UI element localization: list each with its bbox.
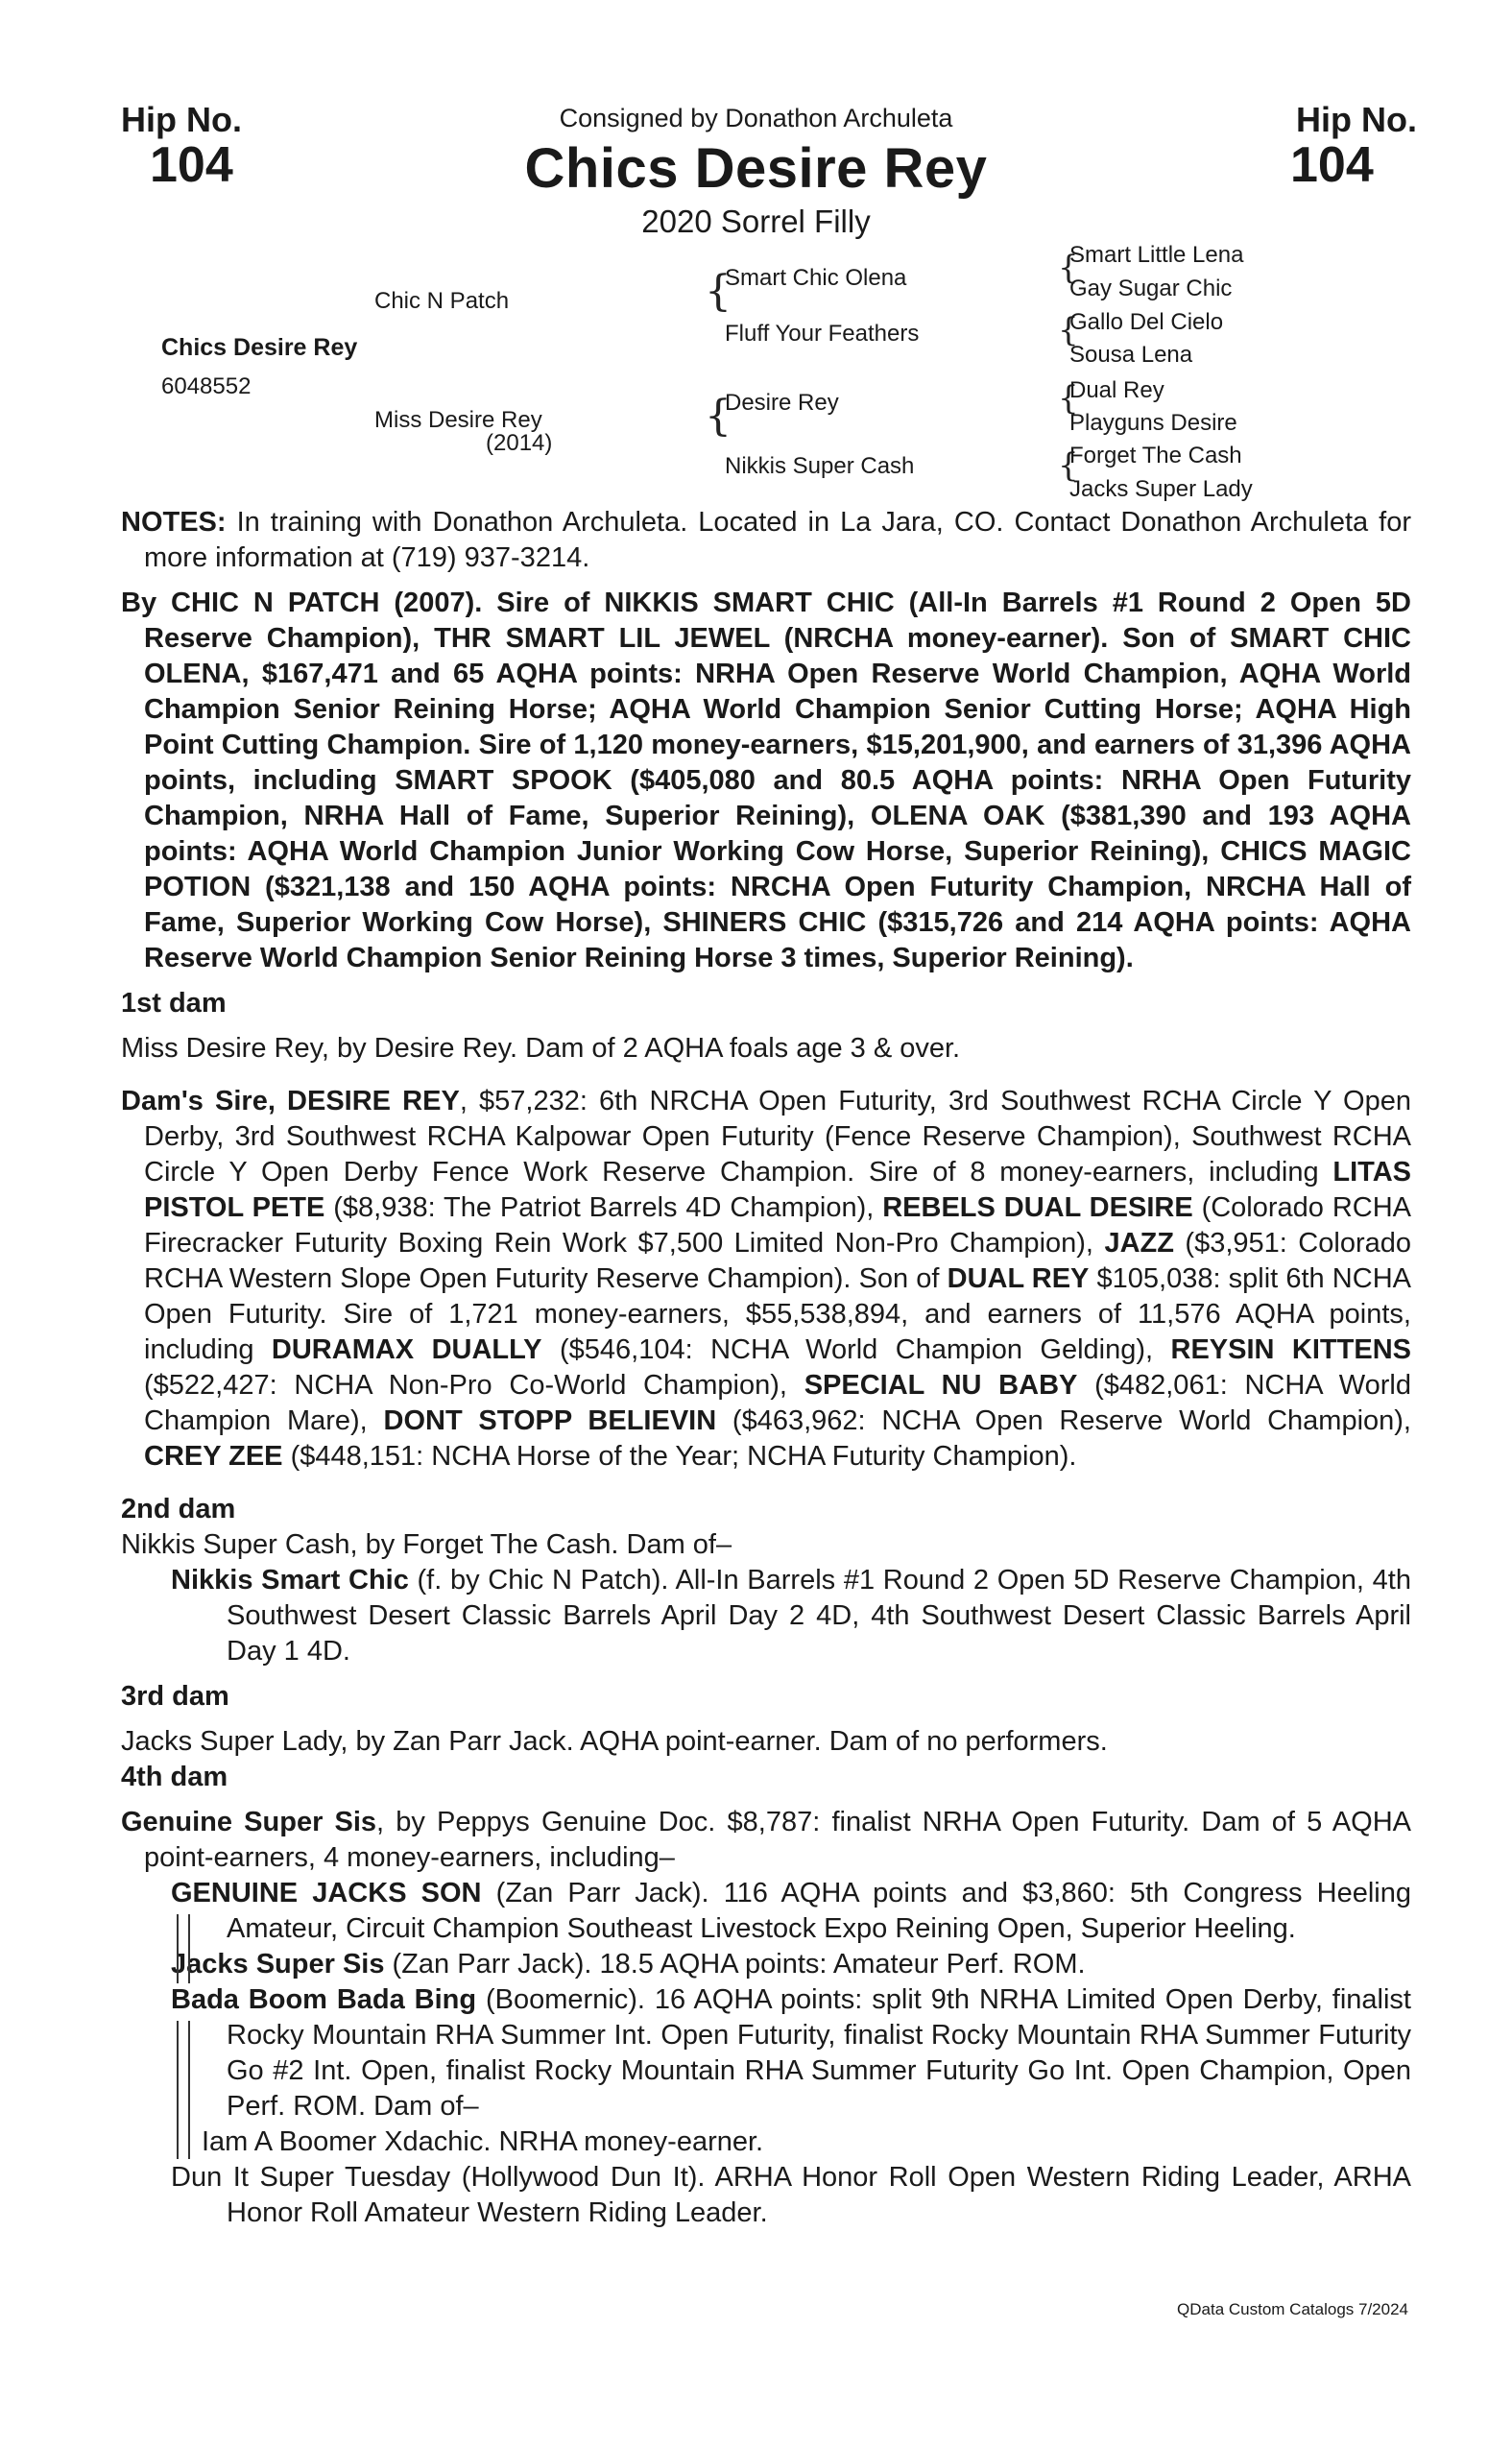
- notes-label: NOTES:: [121, 507, 227, 538]
- second-dam-offspring: Nikkis Smart Chic (f. by Chic N Patch). All-In Barrels #1 Round 2 Open 5D Reserve Champion, 4th Southwest Desert Classic Barrels April Day 2 4D, 4th Southwest Desert Classic Barrels April Day 1 4D.: [171, 1565, 1411, 1667]
- pedigree-sire: Chic N Patch: [374, 288, 510, 314]
- hip-label-right: Hip No.: [1296, 100, 1417, 139]
- fourth-dam-heading: 4th dam: [121, 1762, 228, 1792]
- notes-text: In training with Donathon Archuleta. Located in La Jara, CO. Contact Donathon Archuleta for more information at (719) 937-3214.: [144, 507, 1411, 573]
- consigned-by: Consigned by Donathon Archuleta: [559, 104, 953, 132]
- hip-label-left: Hip No.: [121, 100, 242, 139]
- offspring-special-nu-baby: SPECIAL NU BABY: [804, 1370, 1078, 1401]
- offspring-crey-zee: CREY ZEE: [144, 1441, 283, 1472]
- pedigree-registration: 6048552: [161, 373, 252, 399]
- offspring-rebels-dual-desire: REBELS DUAL DESIRE: [882, 1192, 1193, 1223]
- offspring-jazz: JAZZ: [1104, 1228, 1174, 1259]
- brace-dam: {: [705, 392, 732, 441]
- brace-ggs-4: {: [1058, 446, 1079, 485]
- sire-dual-rey: DUAL REY: [947, 1263, 1090, 1294]
- brace-ggs-1: {: [1058, 249, 1079, 287]
- footer-credit: QData Custom Catalogs 7/2024: [1177, 2300, 1408, 2318]
- fourth-dam-offspring-1: GENUINE JACKS SON (Zan Parr Jack). 116 AQHA points and $3,860: 5th Congress Heeling Amateur, Circuit Champion Southeast Livestock Expo Reining Open, Superior Heeling.: [121, 1876, 1411, 1947]
- pedigree-ggs-5: Dual Rey: [1069, 377, 1164, 403]
- pedigree-ggs-1: Smart Little Lena: [1069, 242, 1244, 268]
- fourth-dam-offspring-3: Bada Boom Bada Bing (Boomernic). 16 AQHA points: split 9th NRHA Limited Open Derby, finalist Rocky Mountain RHA Summer Int. Open Futurity, finalist Rocky Mountain RHA Summer Futurity Go #2 Int. Open, finalist Rocky Mountain RHA Summer Futurity Go Int. Open Champion, Open Perf. ROM. Dam of– Iam A Boomer Xdachic. NRHA money-earner.: [121, 1982, 1411, 2160]
- dams-sire-paragraph: Dam's Sire, DESIRE REY, $57,232: 6th NRCHA Open Futurity, 3rd Southwest RCHA Circle Y Open Derby, 3rd Southwest RCHA Kalpowar Open Futurity (Fence Reserve Champion), Southwest RCHA Circle Y Open Derby Fence Work Reserve Champion. Sire of 8 money-earners, including LITAS PISTOL PETE ($8,938: The Patriot Barrels 4D Champion), REBELS DUAL DESIRE (Colorado RCHA Firecracker Futurity Boxing Rein Work $7,500 Limited Non-Pro Champion), JAZZ ($3,951: Colorado RCHA Western Slope Open Futurity Reserve Champion). Son of DUAL REY $105,038: split 6th NCHA Open Futurity. Sire of 1,721 money-earners, $55,538,894, and earners of 11,576 AQHA points, including DURAMAX DUALLY ($546,104: NCHA World Champion Gelding), REYSIN KITTENS ($522,427: NCHA Non-Pro Co-World Champion), SPECIAL NU BABY ($482,061: NCHA World Champion Mare), DONT STOPP BELIEVIN ($463,962: NCHA Open Reserve World Champion), CREY ZEE ($448,151: NCHA Horse of the Year; NCHA Futurity Champion).: [121, 1086, 1412, 1472]
- third-dam-text: Jacks Super Lady, by Zan Parr Jack. AQHA point-earner. Dam of no performers.: [121, 1726, 1108, 1757]
- brace-ggs-3: {: [1058, 379, 1079, 418]
- pedigree-sire-sire: Smart Chic Olena: [725, 265, 907, 291]
- pedigree-dam-dam: Nikkis Super Cash: [725, 453, 915, 479]
- sire-paragraph: By CHIC N PATCH (2007). Sire of NIKKIS SMART CHIC (All-In Barrels #1 Round 2 Open 5D Reserve Champion), THR SMART LIL JEWEL (NRCHA money-earner). Son of SMART CHIC OLENA, $167,471 and 65 AQHA points: NRHA Open Reserve World Champion, AQHA World Champion Senior Reining Horse; AQHA World Champion Senior Cutting Horse; AQHA High Point Cutting Champion. Sire of 1,120 money-earners, $15,201,900, and earners of 31,396 AQHA points, including SMART SPOOK ($405,080 and 80.5 AQHA points: NRHA Open Futurity Champion, NRHA Hall of Fame, Superior Reining), OLENA OAK ($381,390 and 193 AQHA points: AQHA World Champion Junior Working Cow Horse, Superior Reining), CHICS MAGIC POTION ($321,138 and 150 AQHA points: NRCHA Open Futurity Champion, NRCHA Hall of Fame, Superior Working Cow Horse), SHINERS CHIC ($315,726 and 214 AQHA points: AQHA Reserve World Champion Senior Reining Horse 3 times, Superior Reining).: [121, 588, 1411, 973]
- pedigree-ggs-3: Gallo Del Cielo: [1069, 309, 1224, 335]
- pedigree-ggs-7: Forget The Cash: [1069, 443, 1242, 468]
- pedigree-dam: Miss Desire Rey: [374, 407, 542, 433]
- pedigree-ggs-6: Playguns Desire: [1069, 410, 1237, 436]
- hip-number-right: 104: [1290, 137, 1374, 193]
- first-dam-heading: 1st dam: [121, 988, 227, 1019]
- brace-sire: {: [705, 267, 732, 316]
- dams-sire-lead: Dam's Sire, DESIRE REY: [121, 1086, 460, 1116]
- notes-paragraph: [121, 505, 1411, 576]
- catalog-body: [121, 505, 1411, 2231]
- offspring-reysin-kittens: REYSIN KITTENS: [1170, 1334, 1411, 1365]
- offspring-litas-pistol-pete: LITAS PISTOL PETE: [144, 1157, 1411, 1223]
- fourth-dam-text: Genuine Super Sis, by Peppys Genuine Doc. $8,787: finalist NRHA Open Futurity. Dam of 5 AQHA point-earners, 4 money-earners, including–: [121, 1807, 1411, 1873]
- horse-description: 2020 Sorrel Filly: [641, 204, 871, 239]
- pedigree-dam-sire: Desire Rey: [725, 390, 839, 416]
- offspring-duramax-dually: DURAMAX DUALLY: [271, 1334, 542, 1365]
- grand-offspring: Iam A Boomer Xdachic. NRHA money-earner.: [202, 2126, 764, 2157]
- pedigree-ggs-8: Jacks Super Lady: [1069, 476, 1253, 502]
- pedigree-sire-dam: Fluff Your Feathers: [725, 321, 920, 347]
- offspring-dont-stopp-believin: DONT STOPP BELIEVIN: [383, 1405, 717, 1436]
- hip-number-left: 104: [150, 137, 233, 193]
- pedigree-ggs-4: Sousa Lena: [1069, 342, 1193, 368]
- fourth-dam-offspring-2: Jacks Super Sis (Zan Parr Jack). 18.5 AQHA points: Amateur Perf. ROM.: [171, 1949, 1086, 1980]
- third-dam-heading: 3rd dam: [121, 1681, 229, 1712]
- offspring-marker: [177, 1914, 190, 1983]
- pedigree-subject: Chics Desire Rey: [161, 334, 358, 361]
- pedigree-ggs-2: Gay Sugar Chic: [1069, 276, 1233, 301]
- horse-name: Chics Desire Rey: [524, 137, 988, 200]
- pedigree-dam-year: (2014): [486, 430, 553, 456]
- offspring-marker: [177, 2021, 190, 2159]
- first-dam-text: Miss Desire Rey, by Desire Rey. Dam of 2 AQHA foals age 3 & over.: [121, 1033, 961, 1064]
- brace-ggs-2: {: [1058, 311, 1079, 349]
- second-dam-text: Nikkis Super Cash, by Forget The Cash. Dam of–: [121, 1529, 732, 1560]
- second-dam-heading: 2nd dam: [121, 1494, 236, 1524]
- fourth-dam-offspring-4: Dun It Super Tuesday (Hollywood Dun It). ARHA Honor Roll Open Western Riding Leader, ARHA Honor Roll Amateur Western Riding Leader.: [171, 2162, 1412, 2228]
